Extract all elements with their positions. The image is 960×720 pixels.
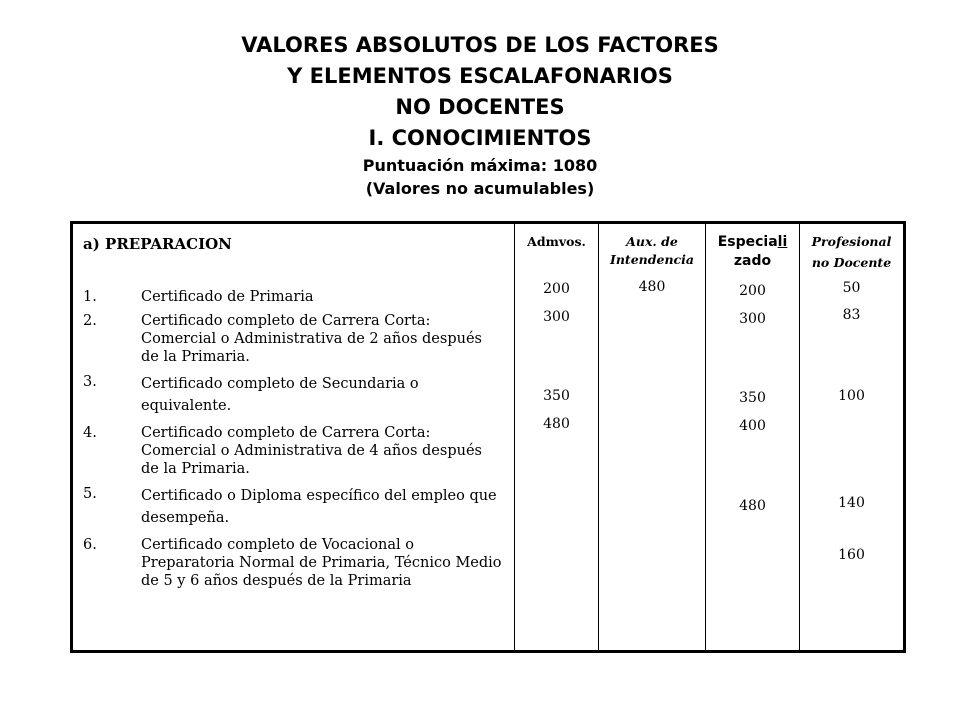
especializado-value: 400	[739, 418, 766, 434]
item-list	[83, 288, 503, 597]
especializado-header-line-1	[706, 232, 799, 252]
item-number: 4.	[83, 425, 97, 441]
list-item	[83, 424, 503, 478]
aux-header-line-2: Intendencia	[610, 252, 694, 267]
title-line-2: Y ELEMENTOS ESCALAFONARIOS	[287, 64, 673, 88]
item-text: Certificado completo de Carrera Corta: Comercial o Administrativa de 4 años después de la Primaria.	[141, 425, 482, 477]
list-item	[83, 373, 503, 417]
item-number: 2.	[83, 313, 97, 329]
especializado-header-underlined: li	[777, 234, 788, 250]
profesional-value: 50	[842, 280, 861, 296]
profesional-value: 160	[838, 547, 865, 563]
admvos-value: 350	[543, 388, 570, 404]
profesional-header-line-2: no Docente	[811, 255, 892, 270]
description-column	[73, 224, 515, 650]
title-line-1: VALORES ABSOLUTOS DE LOS FACTORES	[241, 33, 719, 57]
item-number: 3.	[83, 374, 97, 390]
item-text: Certificado completo de Secundaria o equivalente.	[141, 376, 419, 414]
section-heading: I. CONOCIMIENTOS	[368, 126, 592, 150]
page-header	[0, 30, 960, 200]
especializado-column	[706, 224, 800, 650]
item-number: 5.	[83, 486, 97, 502]
list-item	[83, 536, 503, 590]
admvos-value: 200	[543, 281, 570, 297]
aux-header-line-1: Aux. de	[626, 234, 678, 249]
profesional-value: 140	[838, 495, 865, 511]
profesional-column	[800, 224, 903, 650]
admvos-value: 480	[543, 416, 570, 432]
profesional-value: 83	[842, 307, 861, 323]
item-number: 6.	[83, 537, 97, 553]
item-text: Certificado o Diploma específico del empleo que desempeña.	[141, 488, 497, 526]
especializado-header-part: Especia	[717, 234, 778, 250]
item-number: 1.	[83, 289, 97, 305]
especializado-value: 350	[739, 390, 766, 406]
list-item	[83, 485, 503, 529]
item-text: Certificado de Primaria	[141, 289, 314, 305]
especializado-header-line-2: zado	[733, 253, 772, 269]
admvos-column	[515, 224, 599, 650]
admvos-value: 300	[543, 309, 570, 325]
especializado-value: 200	[739, 283, 766, 299]
item-text: Certificado completo de Vocacional o Preparatoria Normal de Primaria, Técnico Medio de 5 y 6 años después de la Primaria	[141, 537, 502, 589]
especializado-value: 300	[739, 311, 766, 327]
admvos-header: Admvos.	[527, 234, 586, 249]
section-title: a) PREPARACION	[83, 235, 232, 253]
title-line-3: NO DOCENTES	[395, 95, 565, 119]
list-item	[83, 288, 503, 306]
max-score: Puntuación máxima: 1080	[362, 156, 598, 175]
aux-value: 480	[638, 279, 666, 295]
profesional-header-line-1: Profesional	[811, 234, 892, 249]
list-item	[83, 312, 503, 366]
especializado-value: 480	[739, 498, 766, 514]
item-text: Certificado completo de Carrera Corta: Comercial o Administrativa de 2 años después de la Primaria.	[141, 313, 482, 365]
profesional-value: 100	[838, 388, 865, 404]
aux-intendencia-column	[599, 224, 706, 650]
values-table	[70, 221, 906, 653]
non-cumulative-note: (Valores no acumulables)	[365, 179, 595, 198]
